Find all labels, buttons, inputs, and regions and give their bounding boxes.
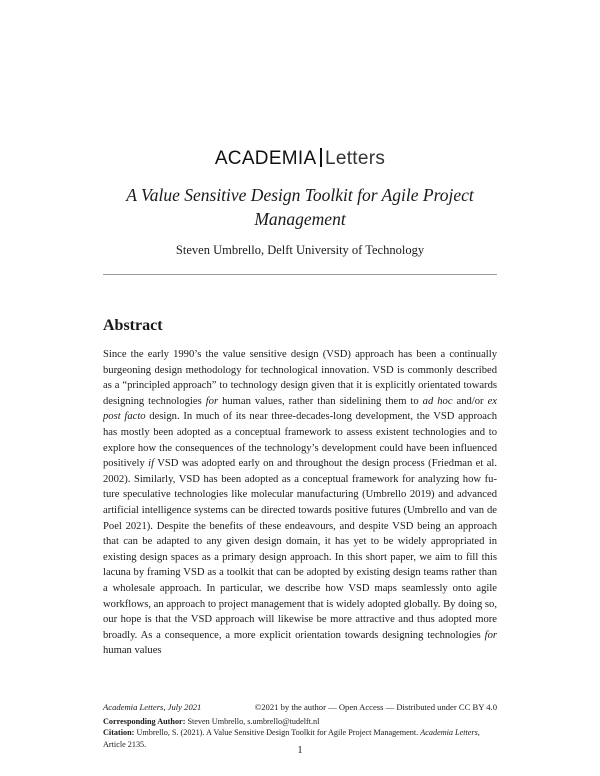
journal-brand: ACADEMIA	[214, 148, 317, 169]
citation-journal: Academia Letters	[420, 728, 478, 738]
abstract-text: Since the early 1990’s the value sensitive design (VSD) approach has been a continually burgeoning design methodology for technological innovation. VSD is commonly described as a “principled approach” to technology design given that it is explicitly orientated towards designing technologies	[103, 349, 497, 407]
author-affiliation: Steven Umbrello, Delft University of Technology	[175, 243, 425, 257]
abstract-text: human values	[103, 645, 162, 657]
corresponding-label: Corresponding Author:	[103, 717, 186, 726]
corresponding-value: Steven Umbrello, s.umbrello@tudelft.nl	[185, 717, 320, 726]
journal-masthead	[0, 148, 600, 170]
footer-license-line	[103, 702, 497, 712]
abstract-emphasis: ex post facto	[103, 395, 497, 423]
journal-section: Letters	[324, 148, 386, 169]
abstract-paragraph	[103, 347, 497, 659]
citation-value: Umbrello, S. (2021). A Value Sensitive Design Toolkit for Agile Project Management.	[134, 728, 421, 738]
corresponding-author	[103, 716, 497, 727]
abstract-text: human values, rather than sidelining them to	[218, 395, 423, 407]
abstract-heading: Abstract	[103, 317, 163, 334]
citation-label: Citation:	[103, 728, 135, 738]
abstract-text: and/or	[452, 395, 488, 407]
abstract-emphasis: for	[205, 395, 219, 407]
abstract-text: design. In much of its near three-decades-long development, the VSD approach has mostly been adopted as a conceptual framework to assess existent technologies and to explore how the consequences of the technology’s development could have been influenced positively	[103, 411, 497, 470]
footer-date: Academia Letters, July 2021	[103, 702, 202, 712]
abstract-emphasis: if	[148, 458, 155, 470]
title-divider	[103, 274, 497, 275]
page-number: 1	[297, 745, 303, 756]
paper-title: A Value Sensitive Design Toolkit for Agile Project Management	[126, 185, 474, 229]
abstract-emphasis: ad hoc	[422, 395, 453, 407]
citation-article: , Article 2135.	[103, 728, 480, 749]
abstract-emphasis: for	[484, 629, 497, 641]
masthead-divider	[320, 148, 322, 167]
abstract-text: VSD was adopted early on and throughout the design process (Friedman et al. 2002). Similarly, VSD has been adopted as a conceptual framework for analyzing how future speculative technologies like molecular manufacturing (Umbrello 2019) and advanced artificial intelligence systems can be directed towards positive futures (Umbrello and van de Poel 2021). Despite the benefits of these endeavours, and despite VSD being an approach that can be adapted to any given design domain, it has yet to be widely appropriated in existing design spaces as a primary design approach. In this short paper, we aim to fill this lacuna by framing VSD as a toolkit that can be adopted by existing design teams rather than a wholesale approach. In particular, we describe how VSD maps seamlessly onto agile workflows, an approach to project management that is widely adopted globally. By doing so, our hope is that the VSD approach will likewise be more attractive and thus adopted more broadly. As a consequence, a more explicit orientation towards designing technologies	[103, 458, 497, 641]
footer-license: ©2021 by the author — Open Access — Distributed under CC BY 4.0	[254, 702, 497, 712]
abstract-body	[103, 347, 497, 659]
